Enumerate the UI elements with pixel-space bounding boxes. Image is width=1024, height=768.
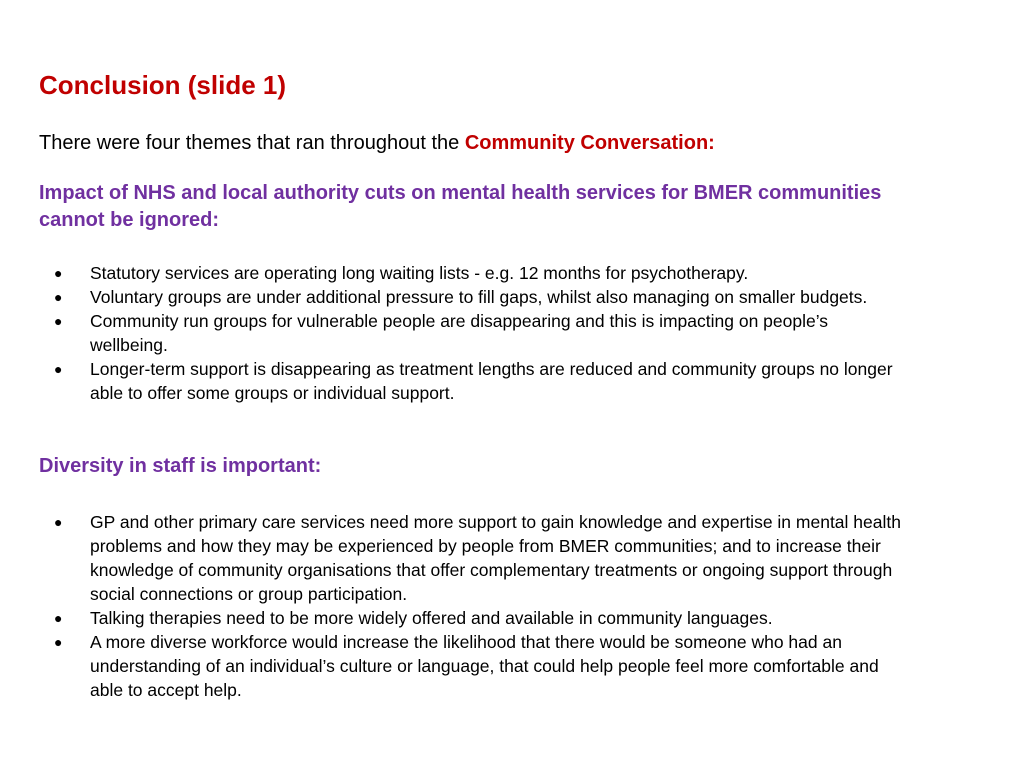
list-item-text: Community run groups for vulnerable people are disappearing and this is impacting on people’s wellbeing. [90, 311, 829, 355]
section-heading-diversity: Diversity in staff is important: [39, 455, 322, 477]
list-item [39, 357, 909, 405]
list-item [39, 510, 909, 606]
bullet-list-cuts [39, 261, 909, 405]
bullet-icon: ● [54, 514, 63, 530]
list-item-text: Longer-term support is disappearing as treatment lengths are reduced and community groups no longer able to offer some groups or individual support. [90, 359, 893, 403]
list-item-text: Voluntary groups are under additional pressure to fill gaps, whilst also managing on smaller budgets. [90, 287, 868, 307]
list-item [39, 285, 909, 309]
bullet-icon: ● [54, 361, 63, 377]
list-item-text: GP and other primary care services need more support to gain knowledge and expertise in mental health problems and how they may be experienced by people from BMER communities; and to increase their knowledge of community organisations that offer complementary treatments or ongoing support through social connections or group participation. [90, 512, 901, 604]
bullet-icon: ● [54, 634, 63, 650]
list-item-text: Talking therapies need to be more widely offered and available in community languages. [90, 608, 773, 628]
list-item-text: A more diverse workforce would increase the likelihood that there would be someone who had an understanding of an individual’s culture or language, that could help people feel more comfortable and able to accept help. [90, 632, 879, 700]
list-item [39, 261, 909, 285]
list-item-text: Statutory services are operating long waiting lists - e.g. 12 months for psychotherapy. [90, 263, 749, 283]
bullet-icon: ● [54, 289, 63, 305]
list-item [39, 309, 909, 357]
bullet-icon: ● [54, 313, 63, 329]
list-item [39, 630, 909, 702]
intro-highlight: Community Conversation: [464, 132, 715, 154]
bullet-icon: ● [54, 610, 63, 626]
bullet-icon: ● [54, 265, 63, 281]
intro-paragraph [39, 129, 715, 157]
intro-text: There were four themes that ran throughout the [39, 132, 465, 154]
list-item [39, 606, 909, 630]
bullet-list-diversity [39, 510, 909, 702]
slide-title: Conclusion (slide 1) [39, 70, 287, 100]
section-heading-cuts: Impact of NHS and local authority cuts on mental health services for BMER communities cannot be ignored: [39, 182, 882, 231]
